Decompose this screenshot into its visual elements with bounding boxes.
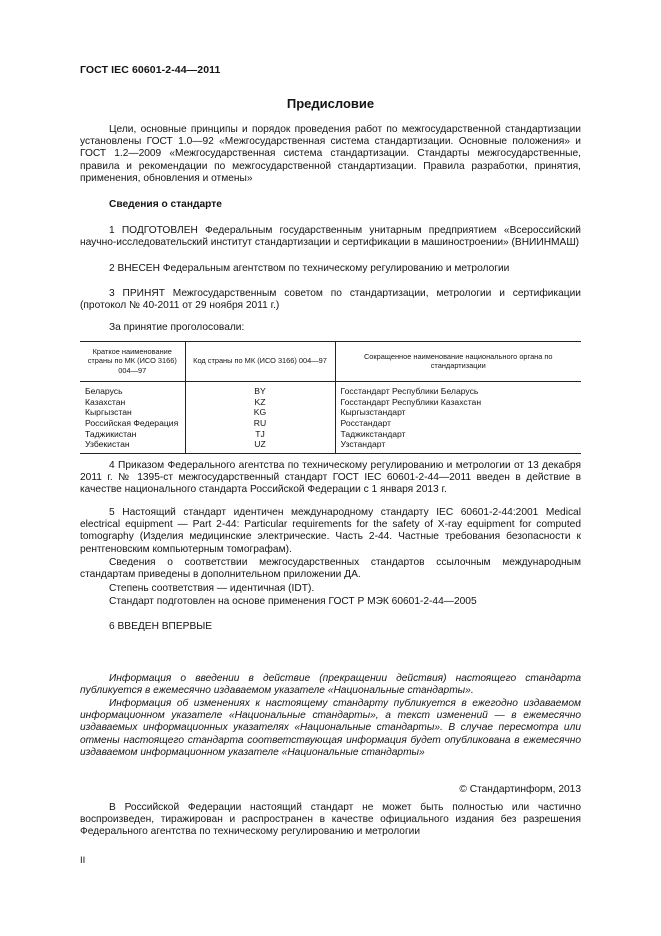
cell-code: BY [185,382,335,397]
cell-country: Казахстан [85,396,126,407]
intro-paragraph [80,124,581,185]
cell-body: Госстандарт Республики Казахстан [335,397,581,408]
table-row [80,439,581,453]
voted-label [80,322,581,334]
cell-body: Госстандарт Республики Беларусь [335,382,581,397]
cell-code: RU [185,418,335,429]
col-header-country: Краткое наименование страны по МК (ИСО 3166) 004—97 [80,342,185,382]
info-heading [80,199,581,211]
document-header: ГОСТ IEC 60601-2-44—2011 [80,64,221,76]
cell-code: UZ [185,439,335,453]
item-6-text: 6 ВВЕДЕН ВПЕРВЫЕ [109,621,213,632]
item-5 [80,507,581,556]
item-5-basis [80,596,581,608]
intro-rest: установлены ГОСТ 1.0—92 «Межгосударственная система стандартизации. Основные положения» и ГОСТ 1.2—2009 «Межгосударственная система стандартизации. Стандарты межгосударственные, правила и рекомендации по межгосударственной стандартизации. Правила разработки, принятия, применения, обновления и отмены» [80,136,581,184]
restriction-text: В Российской Федерации настоящий стандарт не может быть полностью или частично воспроизведен, тиражирован и распространен в качестве официального издания без разрешения Федерального агентства по техническому регулированию и метрологии [80,802,581,838]
col-header-code: Код страны по МК (ИСО 3166) 004—97 [185,342,335,382]
item-2 [80,263,581,275]
item-4 [80,460,581,497]
table-row [80,382,581,397]
item-3-text: 3 ПРИНЯТ Межгосударственным советом по стандартизации, метрологии и сертификации (протокол № 40-2011 от 29 ноября 2011 г.) [80,288,581,312]
item-5-references-text: Сведения о соответствии межгосударственных стандартов ссылочным международным стандартам приведены в дополнительном приложении ДА. [80,557,581,581]
cell-country: Кыргызстан [85,407,132,418]
cell-body: Кыргызстандарт [335,407,581,418]
item-5-basis-text: Стандарт подготовлен на основе применения ГОСТ Р МЭК 60601-2-44—2005 [109,596,477,607]
item-3 [80,288,581,312]
restriction-paragraph [80,802,581,839]
notice-1-text: Информация о введении в действие (прекращении действия) настоящего стандарта публикуется в ежемесячно издаваемом указателе «Национальные стандарты». [80,673,581,697]
voted-label-text: За принятие проголосовали: [109,322,245,333]
table-header-row [80,342,581,382]
item-5-degree-text: Степень соответствия — идентичная (IDT). [109,583,315,594]
table-row [80,407,581,418]
cell-country: Беларусь [85,386,123,397]
page-title: Предисловие [286,96,375,111]
cell-body: Росстандарт [335,418,581,429]
copyright: © Стандартинформ, 2013 [459,784,581,795]
item-5-references [80,557,581,581]
cell-code: KG [185,407,335,418]
table-row [80,429,581,440]
cell-country: Узбекистан [80,439,185,453]
cell-country: Российская Федерация [85,418,179,428]
item-2-text: 2 ВНЕСЕН Федеральным агентством по техническому регулированию и метрологии [109,263,510,274]
table-row [80,397,581,408]
item-1 [80,225,581,249]
table-row [80,418,581,429]
voting-table [80,341,581,454]
notice-2-text: Информация об изменениях к настоящему стандарту публикуется в ежегодно издаваемом информационном указателе «Национальные стандарты», а текст изменений — в ежемесячно издаваемых информационных указателях «Национальные стандарты». В случае пересмотра или отмены настоящего стандарта соответствующая информация будет опубликована в ежемесячно издаваемом информационном указателе «Национальные стандарты» [80,698,581,758]
cell-code: TJ [185,429,335,440]
item-5-degree [80,583,581,595]
col-header-body: Сокращенное наименование национального органа по стандартизации [335,342,581,382]
item-5-text: 5 Настоящий стандарт идентичен международному стандарту IEC 60601-2-44:2001 Medical electrical equipment — Part 2-44: Particular requirements for the safety of X-ray equipment for computed tomography (Изделия медицинские электрические. Часть 2-44. Частные требования безопасности к рентгеновским компьютерным томографам). [80,507,581,555]
notice-1 [80,673,581,697]
cell-body: Узстандарт [335,439,581,453]
cell-code: KZ [185,397,335,408]
intro-line-1: Цели, основные принципы и порядок проведения работ по межгосударственной стандартизации [109,124,581,135]
item-4-text: 4 Приказом Федерального агентства по техническому регулированию и метрологии от 13 декабря 2011 г. № 1395-ст межгосударственный стандарт ГОСТ IEC 60601-2-44—2011 введен в действие в качестве национального стандарта Российской Федерации с 1 января 2013 г. [80,460,581,496]
item-6 [80,621,581,633]
cell-country: Таджикистан [85,428,137,439]
notice-2 [80,698,581,759]
cell-body: Таджикстандарт [335,429,581,440]
page-number: II [80,855,86,866]
item-1-text: 1 ПОДГОТОВЛЕН Федеральным государственным унитарным предприятием «Всероссийский научно-исследовательский институт стандартизации и сертификации в машиностроении» (ВНИИНМАШ) [80,225,581,249]
info-heading-text: Сведения о стандарте [109,199,222,210]
